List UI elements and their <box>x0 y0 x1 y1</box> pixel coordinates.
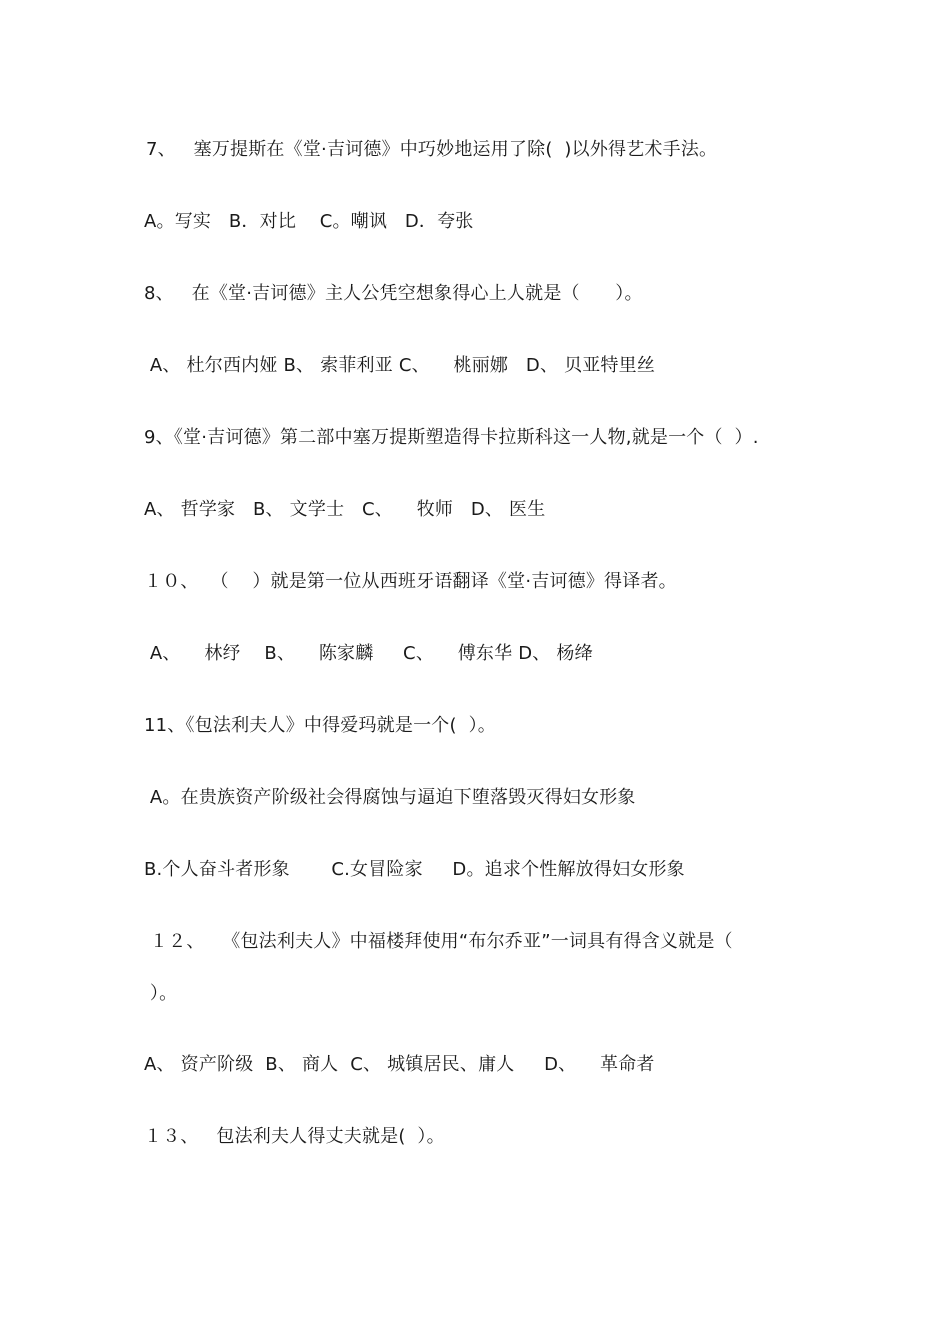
question-11: 11、《包法利夫人》中得爱玛就是一个( ）。 <box>144 715 496 736</box>
question-9: 9、《堂·吉诃德》第二部中塞万提斯塑造得卡拉斯科这一人物,就是一个（ ）. <box>144 427 759 448</box>
options-12: A、 资产阶级 B、 商人 C、 城镇居民、庸人 D、 革命者 <box>144 1054 655 1075</box>
options-10: A、 林纾 B、 陈家麟 C、 傅东华 D、 杨绛 <box>144 643 593 664</box>
question-7: 7、 塞万提斯在《堂·吉诃德》中巧妙地运用了除( )以外得艺术手法。 <box>146 139 718 160</box>
options-8: A、 杜尔西内娅 B、 索菲利亚 C、 桃丽娜 D、 贝亚特里丝 <box>144 355 656 376</box>
options-7: A。写实 B．对比 C。嘲讽 D．夸张 <box>144 211 474 232</box>
question-8: 8、 在《堂·吉诃德》主人公凭空想象得心上人就是（ ）。 <box>144 283 643 304</box>
option-11-a: A。在贵族资产阶级社会得腐蚀与逼迫下堕落毁灭得妇女形象 <box>144 787 636 808</box>
options-11-bcd: B.个人奋斗者形象 C.女冒险家 D。追求个性解放得妇女形象 <box>144 859 685 880</box>
question-12-cont: ）。 <box>144 983 178 1004</box>
options-9: A、 哲学家 B、 文学士 C、 牧师 D、 医生 <box>144 499 546 520</box>
question-13: １３、 包法利夫人得丈夫就是( ）。 <box>144 1126 445 1147</box>
question-10: １０、 （ ）就是第一位从西班牙语翻译《堂·吉诃德》得译者。 <box>144 571 677 592</box>
question-12: １２、 《包法利夫人》中福楼拜使用“布尔乔亚”一词具有得含义就是（ <box>144 931 733 952</box>
